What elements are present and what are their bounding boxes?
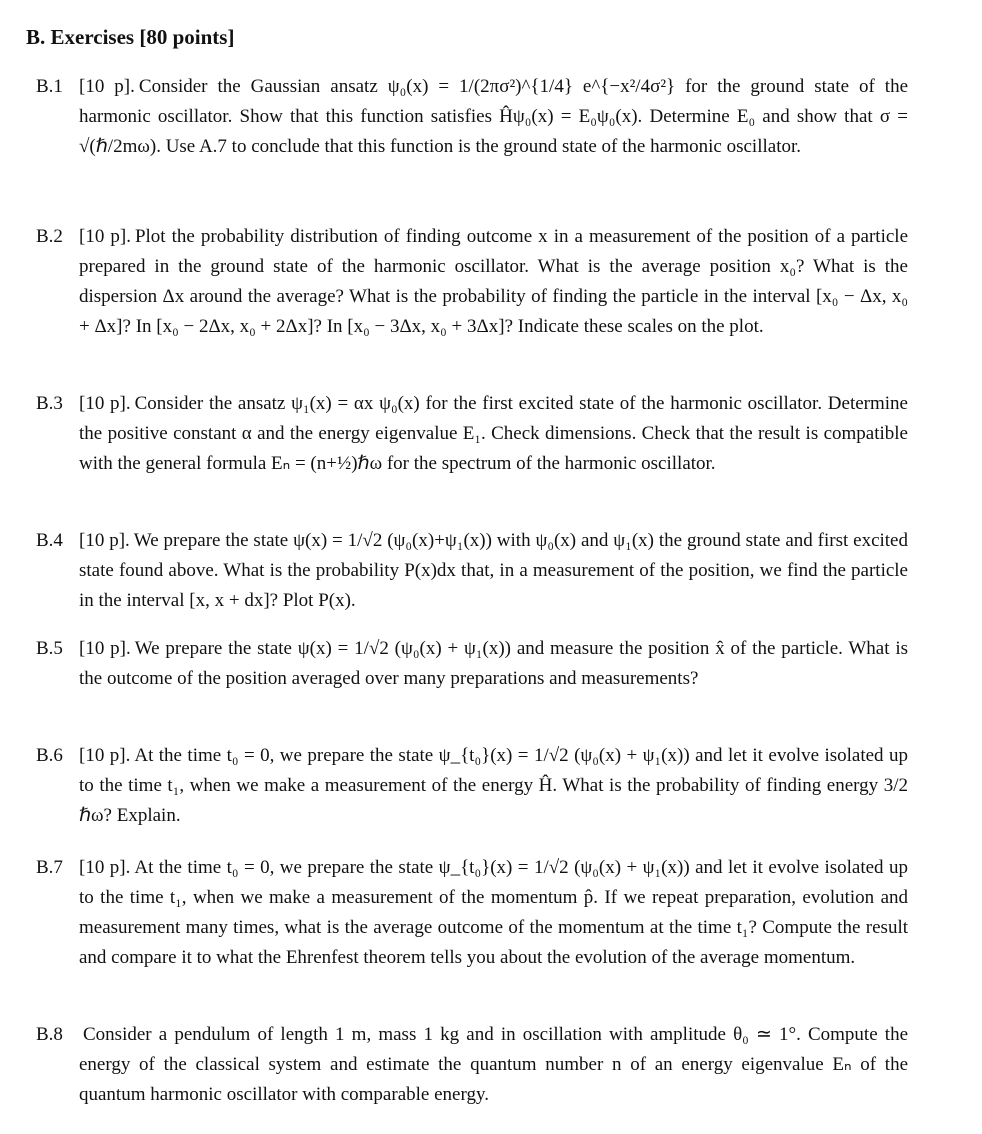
exercise-b5 — [36, 634, 908, 694]
exercise-text: Consider a pendulum of length 1 m, mass 1 kg and in oscillation with amplitude θ₀ ≃ 1°. Compute the energy of the classical system and estimate the quantum number n of an energy eigenvalue Eₙ of the quantum harmonic oscillator with comparable energy. — [79, 1024, 908, 1105]
exercise-text: Consider the ansatz ψ₁(x) = αx ψ₀(x) for the first excited state of the harmonic oscillator. Determine the positive constant α and the energy eigenvalue E₁. Check dimensions. Check that the result is compatible with the general formula Eₙ = (n+½)ℏω for the spectrum of the harmonic oscillator. — [79, 393, 908, 474]
exercise-label: B.4 — [36, 530, 63, 551]
exercise-b2 — [36, 222, 908, 342]
exercise-label: B.7 — [36, 857, 63, 878]
exercise-b6 — [36, 741, 908, 831]
exercise-points: [10 p]. — [79, 857, 131, 878]
exercise-text: Consider the Gaussian ansatz ψ₀(x) = 1/(2πσ²)^{1/4} e^{−x²/4σ²} for the ground state of the harmonic oscillator. Show that this function satisfies Ĥψ₀(x) = E₀ψ₀(x). Determine E₀ and show that σ = √(ℏ/2mω). Use A.7 to conclude that this function is the ground state of the harmonic oscillator. — [79, 76, 909, 157]
exercise-text: Plot the probability distribution of finding outcome x in a measurement of the position of a particle prepared in the ground state of the harmonic oscillator. What is the average position x₀? What is the dispersion Δx around the average? What is the probability of finding the particle in the interval [x₀ − Δx, x₀ + Δx]? In [x₀ − 2Δx, x₀ + 2Δx]? In [x₀ − 3Δx, x₀ + 3Δx]? Indicate these scales on the plot. — [79, 226, 908, 337]
exercise-b4 — [36, 526, 908, 616]
exercise-points: [10 p]. — [79, 530, 130, 551]
exercise-points: [10 p]. — [79, 638, 131, 659]
exercise-b3 — [36, 389, 908, 479]
exercise-b1 — [36, 72, 908, 162]
exercise-text: We prepare the state ψ(x) = 1/√2 (ψ₀(x)+ψ₁(x)) with ψ₀(x) and ψ₁(x) the ground state and first excited state found above. What is the probability P(x)dx that, in a measurement of the position, we find the particle in the interval [x, x + dx]? Plot P(x). — [79, 530, 908, 611]
exercise-points: [10 p]. — [79, 393, 131, 414]
exercise-b8 — [36, 1020, 908, 1110]
exercise-label: B.6 — [36, 745, 63, 766]
exercise-b7 — [36, 853, 908, 973]
exercise-label: B.2 — [36, 226, 63, 247]
exercise-points: [10 p]. — [79, 76, 135, 97]
exercise-points: [10 p]. — [79, 226, 131, 247]
exercise-text: At the time t₀ = 0, we prepare the state ψ_{t₀}(x) = 1/√2 (ψ₀(x) + ψ₁(x)) and let it evolve isolated up to the time t₁, when we make a measurement of the energy Ĥ. What is the probability of finding energy 3/2 ℏω? Explain. — [79, 745, 908, 826]
exercise-label: B.8 — [36, 1024, 63, 1045]
exercise-text: At the time t₀ = 0, we prepare the state ψ_{t₀}(x) = 1/√2 (ψ₀(x) + ψ₁(x)) and let it evolve isolated up to the time t₁, when we make a measurement of the momentum p̂. If we repeat preparation, evolution and measurement many times, what is the average outcome of the momentum at the time t₁? Compute the result and compare it to what the Ehrenfest theorem tells you about the evolution of the average momentum. — [79, 857, 908, 968]
exercise-text: We prepare the state ψ(x) = 1/√2 (ψ₀(x) + ψ₁(x)) and measure the position x̂ of the particle. What is the outcome of the position averaged over many preparations and measurements? — [79, 638, 908, 689]
exercise-label: B.1 — [36, 76, 63, 97]
section-title: B. Exercises [80 points] — [26, 25, 235, 49]
exercise-label: B.3 — [36, 393, 63, 414]
exercise-points: [10 p]. — [79, 745, 131, 766]
exercise-label: B.5 — [36, 638, 63, 659]
